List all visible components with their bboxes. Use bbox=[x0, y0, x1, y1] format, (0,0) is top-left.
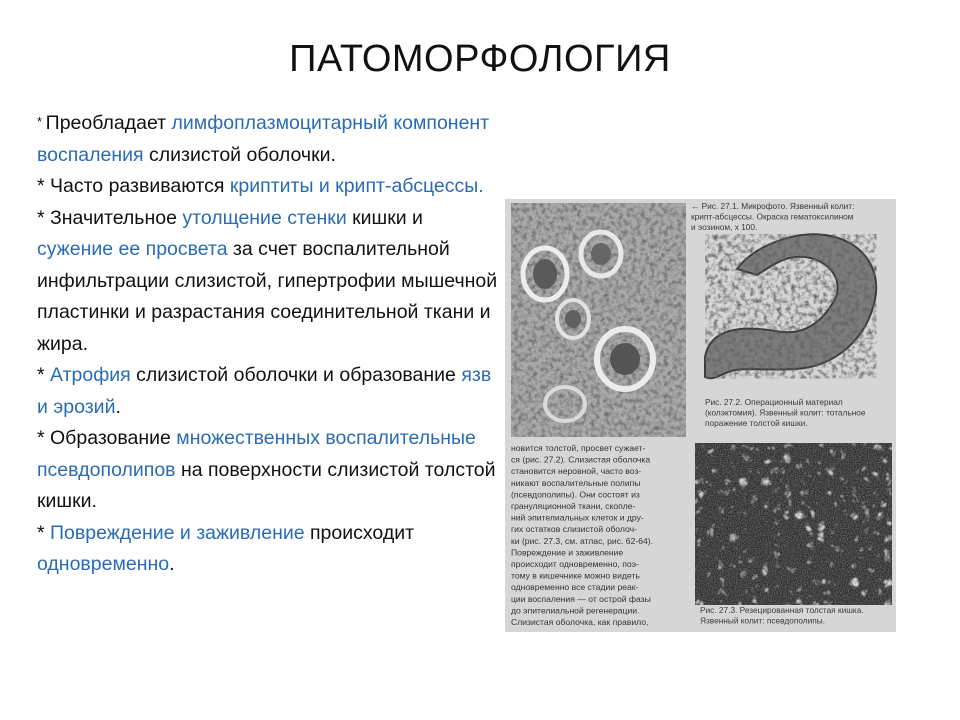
text-line: никают воспалительные полипы bbox=[511, 477, 641, 488]
bullet-text: за счет воспалительной инфильтрации слизистой, гипертрофии мышечной пластинки и разрастания соединительной ткани и жира. bbox=[37, 238, 498, 355]
text-line: новится толстой, просвет сужает- bbox=[511, 443, 646, 453]
text-line: ки (рис. 27.3, см. атлас, рис. 62-64). bbox=[511, 535, 654, 546]
text-line: Язвенный колит: псевдополипы. bbox=[700, 615, 826, 626]
text-line: ний эпителиальных клеток и дру- bbox=[511, 512, 644, 523]
bullet-item bbox=[37, 106, 499, 171]
pseudopolyps-photo bbox=[695, 443, 892, 605]
bullet-item bbox=[37, 360, 499, 423]
text-line: крипт-абсцессы. Окраска гематоксилином bbox=[691, 211, 854, 222]
bullet-text: * Значительное bbox=[37, 206, 183, 229]
text-line: ← Рис. 27.1. Микрофото. Язвенный колит: bbox=[691, 201, 855, 211]
highlighted-term: язв и эрозий bbox=[37, 364, 492, 418]
slide-title: ПАТОМОРФОЛОГИЯ bbox=[289, 38, 671, 80]
highlighted-term: криптиты и крипт-абсцессы. bbox=[229, 175, 484, 197]
bullet-text: * bbox=[37, 364, 51, 386]
bullet-item bbox=[37, 423, 499, 518]
bullet-item bbox=[37, 171, 499, 203]
text-line: (колэктомия). Язвенный колит: тотальное bbox=[705, 407, 866, 418]
bullet-text: * bbox=[37, 521, 51, 544]
text-line: гих остатков слизистой оболоч- bbox=[511, 524, 637, 535]
text-line: происходит одновременно, поэ- bbox=[511, 559, 639, 569]
bullet-text: слизистой оболочки. bbox=[143, 143, 336, 166]
text-line: Повреждение и заживление bbox=[511, 547, 624, 558]
bullet-item bbox=[37, 203, 499, 361]
highlighted-term: множественных воспалительные псевдополипов bbox=[37, 427, 476, 481]
text-line: грануляционной ткани, скопле- bbox=[511, 501, 636, 511]
highlighted-term: Атрофия bbox=[50, 364, 131, 386]
bullet-text: кишки и bbox=[346, 206, 423, 229]
text-line: Слизистая оболочка, как правило, bbox=[511, 617, 649, 627]
text-line: и эозином, х 100. bbox=[691, 222, 758, 232]
text-line: одновременно все стадии реак- bbox=[511, 582, 639, 593]
text-line: до эпителиальной регенерации. bbox=[511, 605, 640, 616]
text-line: тому в кишечнике можно видеть bbox=[511, 570, 640, 581]
bullet-text: . bbox=[115, 395, 121, 418]
highlighted-term: лимфоплазмоцитарный компонент воспаления bbox=[37, 112, 490, 166]
text-line: Рис. 27.2. Операционный материал bbox=[705, 397, 843, 407]
bullet-text: Преобладает bbox=[45, 112, 172, 134]
bullet-text: . bbox=[169, 553, 175, 575]
bullet-text: * bbox=[37, 114, 46, 129]
textbook-paragraph bbox=[511, 443, 653, 627]
text-line: поражение толстой кишки. bbox=[705, 418, 808, 428]
highlighted-term: одновременно bbox=[37, 553, 170, 575]
highlighted-term: Повреждение и заживление bbox=[50, 521, 305, 544]
text-line: ции воспаления — от острой фазы bbox=[511, 593, 651, 604]
highlighted-term: утолщение стенки bbox=[182, 206, 347, 229]
text-line: (псевдополипы). Они состоят из bbox=[511, 489, 640, 500]
bullet-text: слизистой оболочки и образование bbox=[130, 364, 462, 386]
bullet-text: * Образование bbox=[37, 427, 177, 449]
text-line: становится неровной, часто воз- bbox=[511, 466, 642, 477]
bullet-list bbox=[37, 106, 499, 581]
bullet-text: происходит bbox=[304, 521, 415, 544]
micrograph-photo bbox=[511, 203, 686, 437]
bullet-item bbox=[37, 518, 499, 581]
bullet-text: * Часто развиваются bbox=[37, 175, 230, 197]
highlighted-term: сужение ее просвета bbox=[37, 238, 228, 260]
text-line: Рис. 27.3. Резецированная толстая кишка. bbox=[700, 605, 864, 615]
text-line: ся (рис. 27.2). Слизистая оболочка bbox=[511, 454, 651, 465]
textbook-figure bbox=[505, 199, 896, 632]
bullet-text: на поверхности слизистой толстой кишки. bbox=[37, 458, 496, 512]
